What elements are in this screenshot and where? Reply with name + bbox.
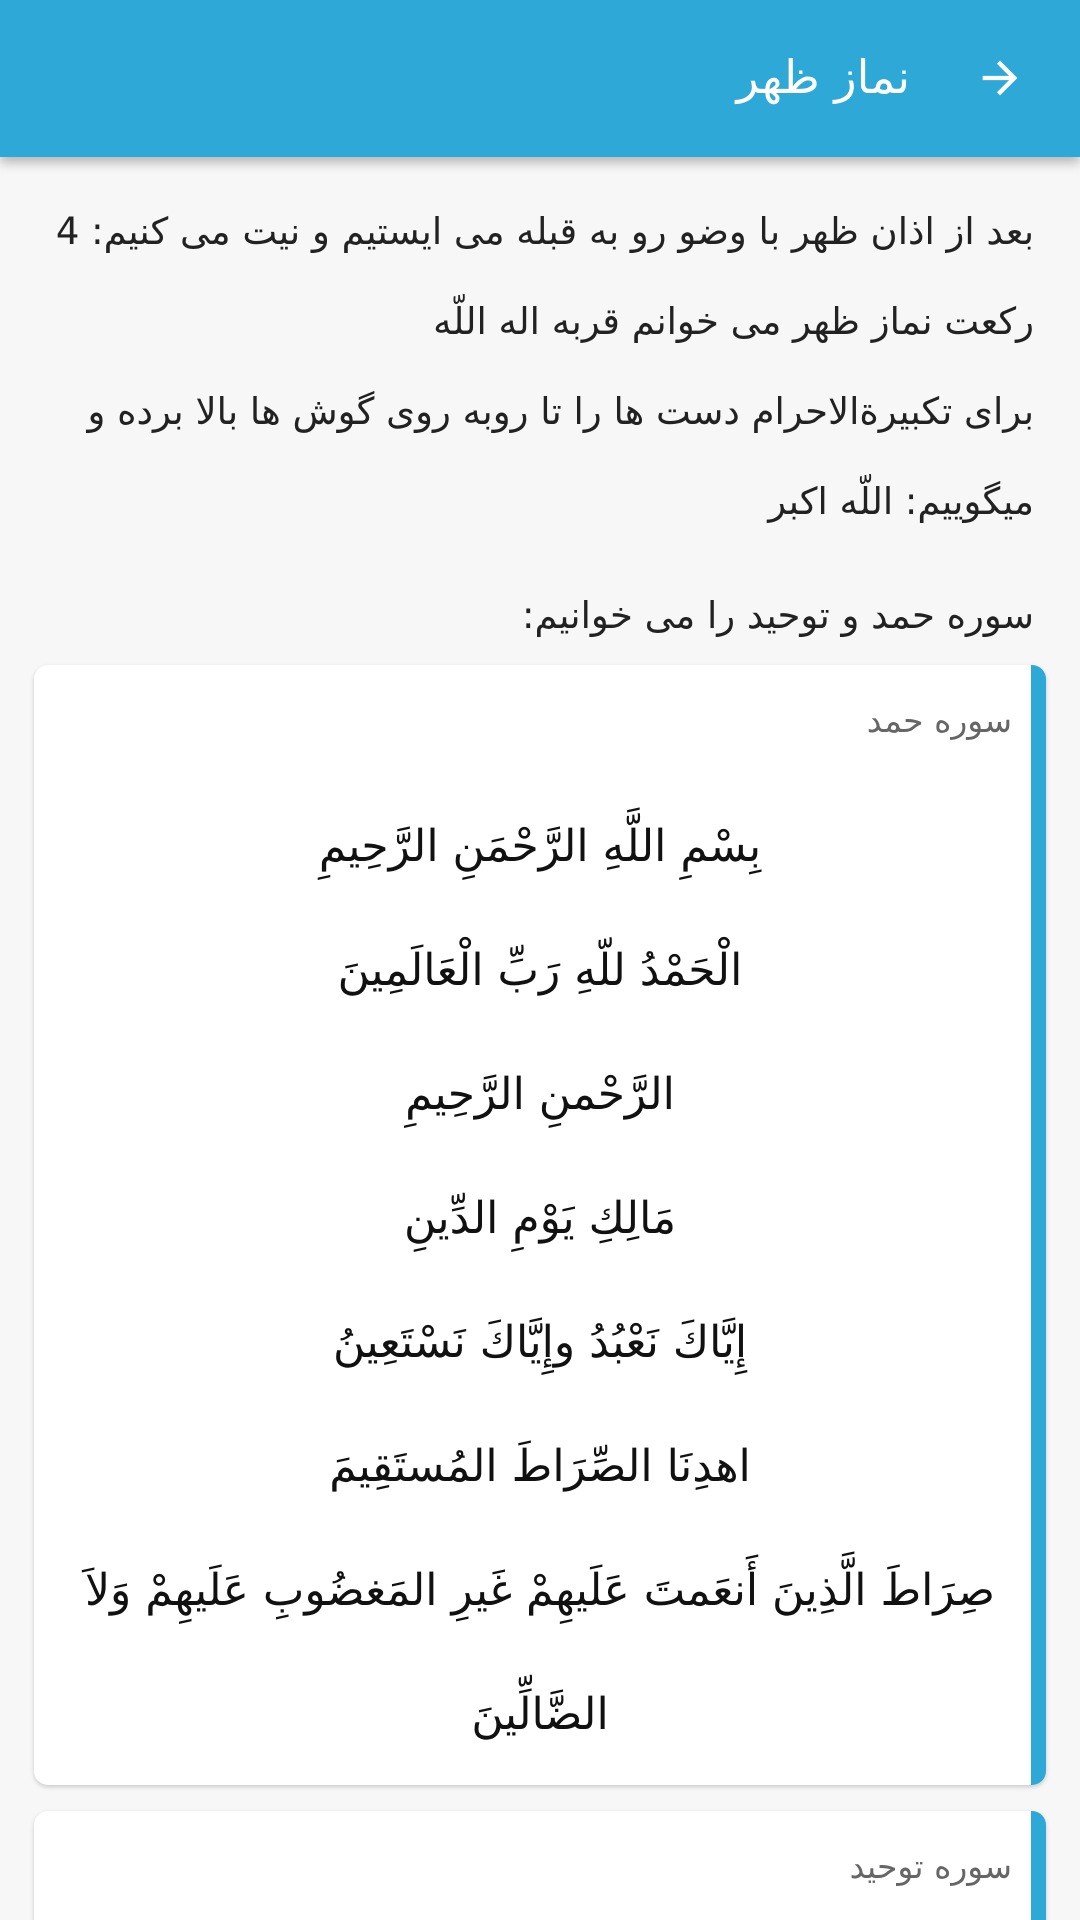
verse-line: اهدِنَا الصِّرَاطَ المُستَقِيمَ — [329, 1441, 751, 1492]
verse-line: مَالِكِ يَوْمِ الدِّينِ — [403, 1193, 677, 1244]
surah-hamd-card — [34, 665, 1046, 1785]
app-bar — [0, 0, 1080, 157]
intro-paragraph: برای تکبیرةالاحرام دست ها را تا روبه روی گوش ها بالا برده و میگوییم: اللّه اکبر — [87, 390, 1034, 523]
verse-line: صِرَاطَ الَّذِينَ أَنعَمتَ عَلَيهِمْ غَيرِ المَغضُوبِ عَلَيهِمْ وَلاَ الضَّالِّينَ — [84, 1565, 996, 1740]
surah-tawhid-card — [34, 1811, 1046, 1920]
verse-line: الْحَمْدُ للّهِ رَبِّ الْعَالَمِينَ — [337, 945, 743, 996]
card-accent-bar — [1031, 1811, 1046, 1920]
verse-line: الرَّحْمنِ الرَّحِيمِ — [405, 1069, 675, 1120]
card-title: سوره توحید — [849, 1847, 1012, 1886]
verse-line: بِسْمِ اللَّهِ الرَّحْمَنِ الرَّحِيمِ — [318, 821, 762, 872]
arrow-right-icon — [974, 52, 1026, 104]
verse-line: إِيَّاكَ نَعْبُدُ وإِيَّاكَ نَسْتَعِينُ — [332, 1317, 748, 1368]
card-title: سوره حمد — [866, 701, 1012, 740]
content-scroll[interactable] — [0, 157, 1080, 1920]
intro-paragraph: بعد از اذان ظهر با وضو رو به قبله می ایستیم و نیت می کنیم: 4 رکعت نماز ظهر می خوانم قربه اله اللّه — [55, 210, 1034, 343]
back-button[interactable] — [960, 38, 1040, 118]
intro-paragraph: سوره حمد و توحید را می خوانیم: — [522, 594, 1034, 637]
page-title: نماز ظهر — [736, 50, 910, 104]
card-accent-bar — [1031, 665, 1046, 1785]
verse-list — [58, 785, 1022, 1777]
intro-text — [44, 187, 1034, 661]
